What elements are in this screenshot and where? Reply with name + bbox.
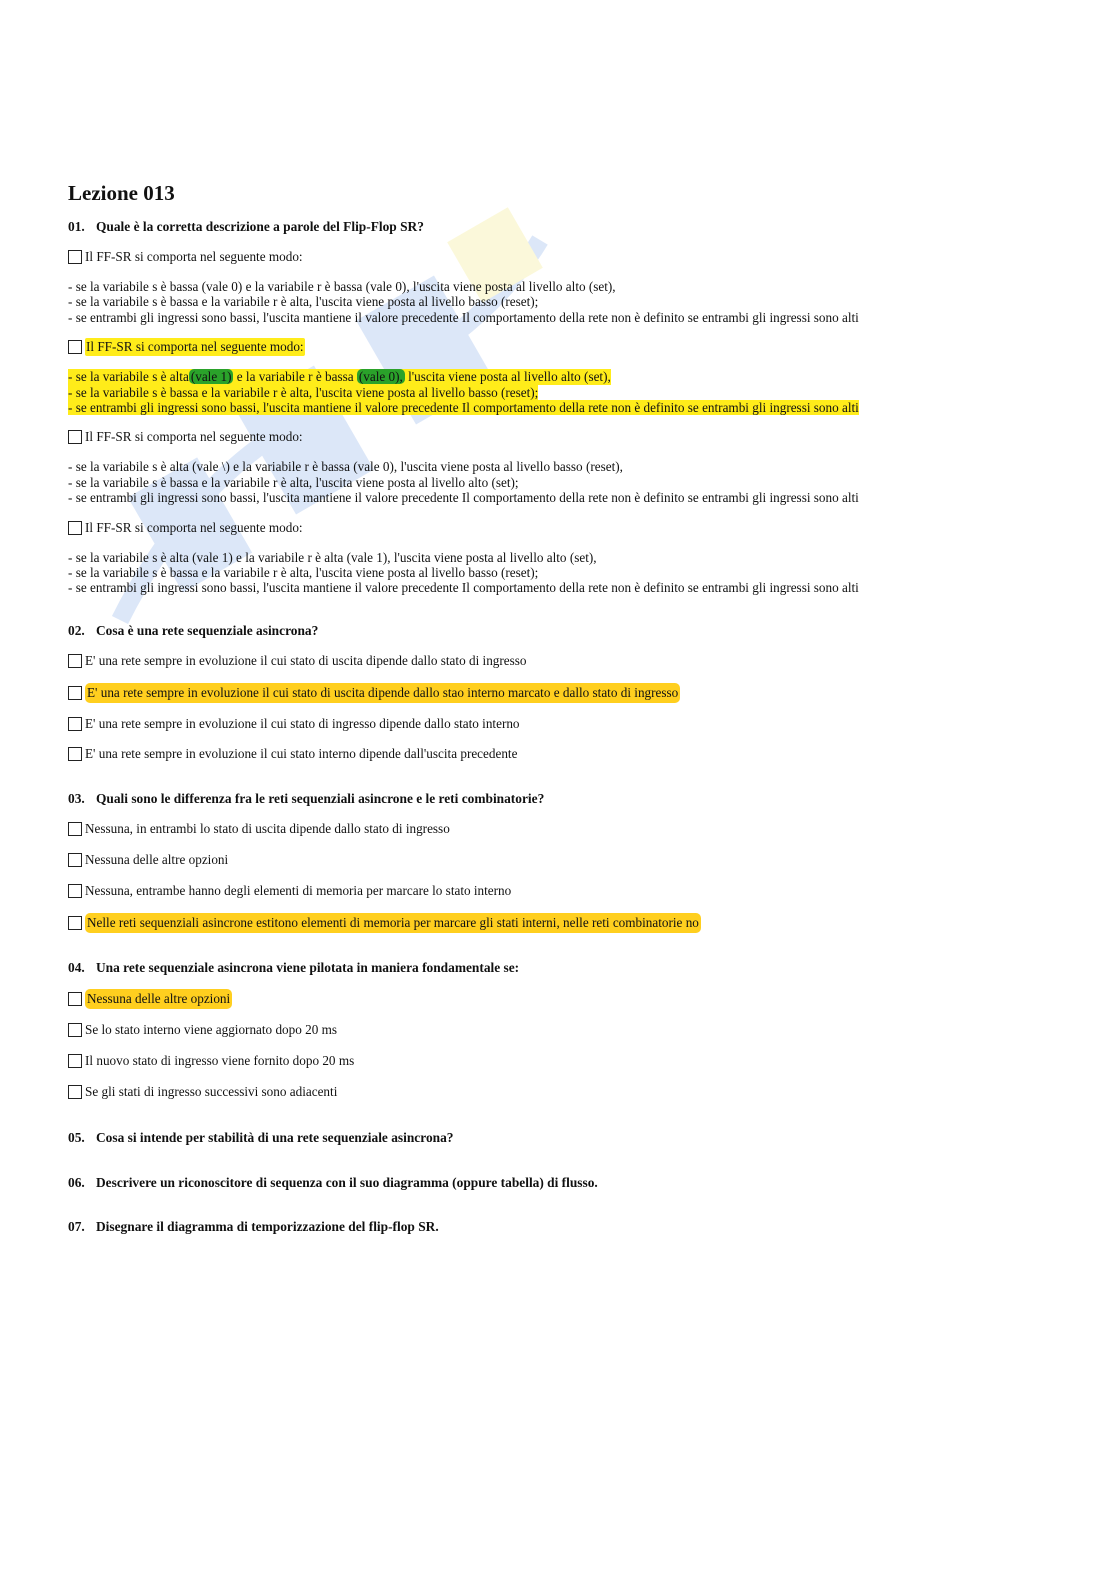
option-intro: Il FF-SR si comporta nel seguente modo: (85, 519, 303, 535)
question-heading: 02. Cosa è una rete sequenziale asincrona? (68, 622, 319, 638)
answer-checkbox[interactable] (68, 822, 82, 836)
page-title: Lezione 013 (68, 181, 175, 205)
option-b-correct: E' una rete sempre in evoluzione il cui stato di uscita dipende dallo stao interno marcato e dallo stato di ingresso (68, 683, 1058, 703)
option-a (68, 248, 1058, 325)
answer-checkbox[interactable] (68, 654, 82, 668)
answer-checkbox[interactable] (68, 1054, 82, 1068)
answer-checkbox[interactable] (68, 992, 82, 1006)
option-c: Il nuovo stato di ingresso viene fornito dopo 20 ms (68, 1052, 1058, 1070)
question-heading: 04. Una rete sequenziale asincrona viene pilotata in maniera fondamentale se: (68, 959, 520, 975)
question-heading: 01. Quale è la corretta descrizione a parole del Flip-Flop SR? (68, 219, 424, 234)
green-highlight: (vale 0), (358, 369, 403, 385)
answer-checkbox[interactable] (68, 853, 82, 867)
option-intro: Il FF-SR si comporta nel seguente modo: (86, 339, 304, 355)
question-05: 05. Cosa si intende per stabilità di una rete sequenziale asincrona? (68, 1129, 454, 1145)
option-lines: - se la variabile s è bassa (vale 0) e la variabile r è bassa (vale 0), l'uscita viene posta al livello alto (set), - se la variabile s è bassa e la variabile r è alta, l'uscita viene posta al livello basso (reset); - se entrambi gli ingressi sono bassi, l'uscita mantiene il valore precedente Il comportamento della rete non è definito se entrambi gli ingressi sono alti (68, 279, 859, 325)
option-c: Nessuna, entrambe hanno degli elementi di memoria per marcare lo stato interno (68, 882, 1058, 900)
answer-checkbox[interactable] (68, 1085, 82, 1099)
green-highlight: (vale 1) (190, 369, 232, 385)
answer-checkbox[interactable] (68, 747, 82, 761)
option-d: E' una rete sempre in evoluzione il cui stato interno dipende dall'uscita precedente (68, 745, 1058, 763)
option-lines: - se la variabile s è alta (vale 1) e la variabile r è bassa (vale 0), l'uscita viene posta al livello alto (set), - se la variabile s è bassa e la variabile r è alta, l'uscita viene posta al livello basso (reset); - se entrambi gli ingressi sono bassi, l'uscita mantiene il valore precedente Il comportamento della rete non è definito se entrambi gli ingressi sono alti (68, 369, 859, 416)
option-d: Se gli stati di ingresso successivi sono adiacenti (68, 1083, 1058, 1101)
option-b: Nessuna delle altre opzioni (68, 851, 1058, 869)
question-04 (68, 959, 1058, 1101)
answer-checkbox[interactable] (68, 250, 82, 264)
option-lines: - se la variabile s è alta (vale 1) e la variabile r è alta (vale 1), l'uscita viene posta al livello alto (set), - se la variabile s è bassa e la variabile r è alta, l'uscita viene posta al livello basso (reset); - se entrambi gli ingressi sono bassi, l'uscita mantiene il valore precedente Il comportamento della rete non è definito se entrambi gli ingressi sono alti (68, 549, 859, 596)
option-a: Nessuna, in entrambi lo stato di uscita dipende dallo stato di ingresso (68, 820, 1058, 838)
question-06: 06. Descrivere un riconoscitore di sequenza con il suo diagramma (oppure tabella) di flusso. (68, 1174, 598, 1190)
option-a: E' una rete sempre in evoluzione il cui stato di uscita dipende dallo stato di ingresso (68, 652, 1058, 670)
option-a-correct: Nessuna delle altre opzioni (68, 989, 1058, 1009)
option-b-correct (68, 338, 1058, 415)
answer-checkbox[interactable] (68, 717, 82, 731)
question-07: 07. Disegnare il diagramma di temporizzazione del flip-flop SR. (68, 1218, 439, 1234)
answer-checkbox[interactable] (68, 1023, 82, 1037)
document-body (68, 178, 1058, 1236)
option-intro: Il FF-SR si comporta nel seguente modo: (85, 249, 303, 264)
option-lines: - se la variabile s è alta (vale \) e la variabile r è bassa (vale 0), l'uscita viene posta al livello basso (reset), - se la variabile s è bassa e la variabile r è alta, l'uscita viene posta al livello alto (set); - se entrambi gli ingressi sono bassi, l'uscita mantiene il valore precedente Il comportamento della rete non è definito se entrambi gli ingressi sono alti (68, 459, 859, 506)
option-c (68, 428, 1058, 505)
option-c: E' una rete sempre in evoluzione il cui stato di ingresso dipende dallo stato interno (68, 715, 1058, 733)
answer-checkbox[interactable] (68, 340, 82, 354)
answer-checkbox[interactable] (68, 686, 82, 700)
question-03 (68, 790, 1058, 933)
question-heading: 03. Quali sono le differenza fra le reti sequenziali asincrone e le reti combinatorie? (68, 790, 545, 806)
option-intro: Il FF-SR si comporta nel seguente modo: (85, 429, 303, 445)
option-d (68, 519, 1058, 596)
answer-checkbox[interactable] (68, 430, 82, 444)
option-b: Se lo stato interno viene aggiornato dopo 20 ms (68, 1021, 1058, 1039)
option-d-correct: Nelle reti sequenziali asincrone estitono elementi di memoria per marcare gli stati interni, nelle reti combinatorie no (68, 913, 1058, 933)
question-01 (68, 218, 1058, 596)
answer-checkbox[interactable] (68, 884, 82, 898)
answer-checkbox[interactable] (68, 916, 82, 930)
question-02 (68, 622, 1058, 763)
answer-checkbox[interactable] (68, 521, 82, 535)
